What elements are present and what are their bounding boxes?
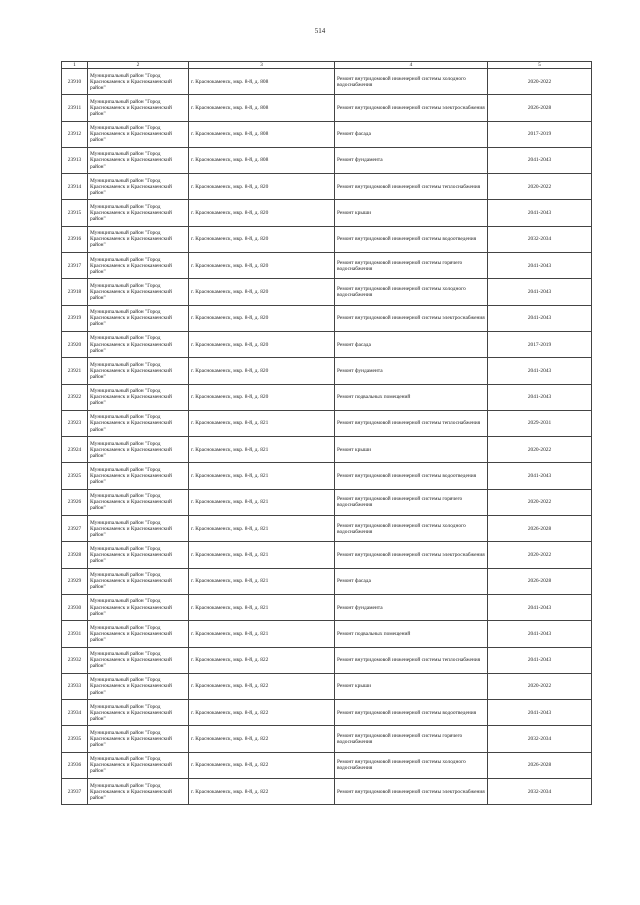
table-row	[62, 647, 592, 673]
period-cell: 2020-2022	[488, 542, 592, 568]
period-cell: 2041-2043	[488, 305, 592, 331]
municipality-cell: Муниципальный район "Город Краснокаменск и Краснокаменский район"	[88, 174, 189, 200]
period-cell: 2020-2022	[488, 489, 592, 515]
row-number-cell: 23910	[62, 69, 88, 95]
address-cell: г. Краснокаменск, мкр. 8-й, д. 820	[189, 279, 335, 305]
address-cell: г. Краснокаменск, мкр. 8-й, д. 820	[189, 174, 335, 200]
column-header: 5	[488, 62, 592, 69]
work-type-cell: Ремонт подвальных помещений	[335, 621, 488, 647]
table-row	[62, 726, 592, 752]
period-cell: 2041-2043	[488, 384, 592, 410]
row-number-cell: 23930	[62, 594, 88, 620]
work-type-cell: Ремонт внутридомовой инженерной системы горячего водоснабжения	[335, 726, 488, 752]
period-cell: 2020-2022	[488, 69, 592, 95]
row-number-cell: 23928	[62, 542, 88, 568]
address-cell: г. Краснокаменск, мкр. 8-й, д. 822	[189, 647, 335, 673]
work-type-cell: Ремонт внутридомовой инженерной системы электроснабжения	[335, 779, 488, 805]
municipality-cell: Муниципальный район "Город Краснокаменск и Краснокаменский район"	[88, 384, 189, 410]
period-cell: 2026-2028	[488, 516, 592, 542]
work-type-cell: Ремонт внутридомовой инженерной системы водоотведения	[335, 700, 488, 726]
municipality-cell: Муниципальный район "Город Краснокаменск и Краснокаменский район"	[88, 594, 189, 620]
table-row	[62, 516, 592, 542]
period-cell: 2041-2043	[488, 621, 592, 647]
row-number-cell: 23933	[62, 673, 88, 699]
work-type-cell: Ремонт крыши	[335, 437, 488, 463]
work-type-cell: Ремонт внутридомовой инженерной системы холодного водоснабжения	[335, 516, 488, 542]
address-cell: г. Краснокаменск, мкр. 8-й, д. 820	[189, 331, 335, 357]
row-number-cell: 23915	[62, 200, 88, 226]
row-number-cell: 23929	[62, 568, 88, 594]
municipality-cell: Муниципальный район "Город Краснокаменск и Краснокаменский район"	[88, 331, 189, 357]
work-type-cell: Ремонт фасада	[335, 331, 488, 357]
table-body	[62, 62, 592, 805]
period-cell: 2020-2022	[488, 673, 592, 699]
row-number-cell: 23935	[62, 726, 88, 752]
address-cell: г. Краснокаменск, мкр. 8-й, д. 822	[189, 700, 335, 726]
work-type-cell: Ремонт крыши	[335, 673, 488, 699]
municipality-cell: Муниципальный район "Город Краснокаменск и Краснокаменский район"	[88, 253, 189, 279]
address-cell: г. Краснокаменск, мкр. 8-й, д. 821	[189, 463, 335, 489]
column-header: 1	[62, 62, 88, 69]
municipality-cell: Муниципальный район "Город Краснокаменск и Краснокаменский район"	[88, 779, 189, 805]
municipality-cell: Муниципальный район "Город Краснокаменск и Краснокаменский район"	[88, 437, 189, 463]
period-cell: 2041-2043	[488, 200, 592, 226]
row-number-cell: 23924	[62, 437, 88, 463]
period-cell: 2026-2028	[488, 95, 592, 121]
work-type-cell: Ремонт внутридомовой инженерной системы холодного водоснабжения	[335, 752, 488, 778]
address-cell: г. Краснокаменск, мкр. 8-й, д. 821	[189, 410, 335, 436]
table-row	[62, 384, 592, 410]
work-type-cell: Ремонт внутридомовой инженерной системы горячего водоснабжения	[335, 253, 488, 279]
period-cell: 2020-2022	[488, 174, 592, 200]
period-cell: 2041-2043	[488, 463, 592, 489]
table-row	[62, 147, 592, 173]
row-number-cell: 23936	[62, 752, 88, 778]
table-row	[62, 410, 592, 436]
municipality-cell: Муниципальный район "Город Краснокаменск и Краснокаменский район"	[88, 95, 189, 121]
municipality-cell: Муниципальный район "Город Краснокаменск и Краснокаменский район"	[88, 147, 189, 173]
period-cell: 2026-2028	[488, 568, 592, 594]
address-cell: г. Краснокаменск, мкр. 8-й, д. 821	[189, 621, 335, 647]
row-number-cell: 23917	[62, 253, 88, 279]
row-number-cell: 23922	[62, 384, 88, 410]
table-row	[62, 437, 592, 463]
municipality-cell: Муниципальный район "Город Краснокаменск и Краснокаменский район"	[88, 542, 189, 568]
municipality-cell: Муниципальный район "Город Краснокаменск и Краснокаменский район"	[88, 673, 189, 699]
period-cell: 2032-2034	[488, 226, 592, 252]
municipality-cell: Муниципальный район "Город Краснокаменск и Краснокаменский район"	[88, 69, 189, 95]
work-type-cell: Ремонт внутридомовой инженерной системы горячего водоснабжения	[335, 489, 488, 515]
address-cell: г. Краснокаменск, мкр. 8-й, д. 808	[189, 147, 335, 173]
municipality-cell: Муниципальный район "Город Краснокаменск и Краснокаменский район"	[88, 700, 189, 726]
municipality-cell: Муниципальный район "Город Краснокаменск и Краснокаменский район"	[88, 489, 189, 515]
period-cell: 2041-2043	[488, 647, 592, 673]
table-row	[62, 542, 592, 568]
address-cell: г. Краснокаменск, мкр. 8-й, д. 820	[189, 200, 335, 226]
row-number-cell: 23913	[62, 147, 88, 173]
row-number-cell: 23911	[62, 95, 88, 121]
table-row	[62, 594, 592, 620]
municipality-cell: Муниципальный район "Город Краснокаменск и Краснокаменский район"	[88, 358, 189, 384]
column-header: 2	[88, 62, 189, 69]
municipality-cell: Муниципальный район "Город Краснокаменск и Краснокаменский район"	[88, 226, 189, 252]
municipality-cell: Муниципальный район "Город Краснокаменск и Краснокаменский район"	[88, 305, 189, 331]
work-type-cell: Ремонт внутридомовой инженерной системы водоотведения	[335, 463, 488, 489]
period-cell: 2029-2031	[488, 410, 592, 436]
period-cell: 2041-2043	[488, 253, 592, 279]
address-cell: г. Краснокаменск, мкр. 8-й, д. 822	[189, 726, 335, 752]
table-row	[62, 489, 592, 515]
work-type-cell: Ремонт фундамента	[335, 147, 488, 173]
municipality-cell: Муниципальный район "Город Краснокаменск и Краснокаменский район"	[88, 621, 189, 647]
column-header: 3	[189, 62, 335, 69]
work-type-cell: Ремонт внутридомовой инженерной системы теплоснабжения	[335, 174, 488, 200]
municipality-cell: Муниципальный район "Город Краснокаменск и Краснокаменский район"	[88, 279, 189, 305]
table-row	[62, 568, 592, 594]
municipality-cell: Муниципальный район "Город Краснокаменск и Краснокаменский район"	[88, 568, 189, 594]
table-row	[62, 358, 592, 384]
period-cell: 2026-2028	[488, 752, 592, 778]
work-type-cell: Ремонт фасада	[335, 568, 488, 594]
address-cell: г. Краснокаменск, мкр. 8-й, д. 821	[189, 437, 335, 463]
address-cell: г. Краснокаменск, мкр. 8-й, д. 820	[189, 384, 335, 410]
work-type-cell: Ремонт фундамента	[335, 594, 488, 620]
address-cell: г. Краснокаменск, мкр. 8-й, д. 820	[189, 226, 335, 252]
period-cell: 2041-2043	[488, 279, 592, 305]
table-row	[62, 779, 592, 805]
period-cell: 2041-2043	[488, 147, 592, 173]
work-type-cell: Ремонт фасада	[335, 121, 488, 147]
period-cell: 2020-2022	[488, 437, 592, 463]
municipality-cell: Муниципальный район "Город Краснокаменск и Краснокаменский район"	[88, 516, 189, 542]
row-number-cell: 23926	[62, 489, 88, 515]
work-type-cell: Ремонт внутридомовой инженерной системы электроснабжения	[335, 95, 488, 121]
row-number-cell: 23912	[62, 121, 88, 147]
table-row	[62, 331, 592, 357]
table-row	[62, 621, 592, 647]
row-number-cell: 23931	[62, 621, 88, 647]
row-number-cell: 23937	[62, 779, 88, 805]
address-cell: г. Краснокаменск, мкр. 8-й, д. 808	[189, 95, 335, 121]
work-type-cell: Ремонт фундамента	[335, 358, 488, 384]
work-type-cell: Ремонт внутридомовой инженерной системы водоотведения	[335, 226, 488, 252]
table-row	[62, 673, 592, 699]
table-row	[62, 253, 592, 279]
address-cell: г. Краснокаменск, мкр. 8-й, д. 821	[189, 542, 335, 568]
address-cell: г. Краснокаменск, мкр. 8-й, д. 822	[189, 752, 335, 778]
table-row	[62, 305, 592, 331]
period-cell: 2041-2043	[488, 700, 592, 726]
municipality-cell: Муниципальный район "Город Краснокаменск и Краснокаменский район"	[88, 410, 189, 436]
table-row	[62, 463, 592, 489]
table-row	[62, 226, 592, 252]
table-row	[62, 700, 592, 726]
row-number-cell: 23932	[62, 647, 88, 673]
work-type-cell: Ремонт внутридомовой инженерной системы холодного водоснабжения	[335, 279, 488, 305]
row-number-cell: 23920	[62, 331, 88, 357]
row-number-cell: 23914	[62, 174, 88, 200]
row-number-cell: 23918	[62, 279, 88, 305]
column-header: 4	[335, 62, 488, 69]
address-cell: г. Краснокаменск, мкр. 8-й, д. 820	[189, 358, 335, 384]
address-cell: г. Краснокаменск, мкр. 8-й, д. 821	[189, 568, 335, 594]
address-cell: г. Краснокаменск, мкр. 8-й, д. 820	[189, 305, 335, 331]
header-row	[62, 62, 592, 69]
table-row	[62, 121, 592, 147]
work-type-cell: Ремонт подвальных помещений	[335, 384, 488, 410]
work-type-cell: Ремонт крыши	[335, 200, 488, 226]
address-cell: г. Краснокаменск, мкр. 8-й, д. 822	[189, 673, 335, 699]
table-row	[62, 174, 592, 200]
address-cell: г. Краснокаменск, мкр. 8-й, д. 808	[189, 121, 335, 147]
municipality-cell: Муниципальный район "Город Краснокаменск и Краснокаменский район"	[88, 726, 189, 752]
address-cell: г. Краснокаменск, мкр. 8-й, д. 808	[189, 69, 335, 95]
work-type-cell: Ремонт внутридомовой инженерной системы теплоснабжения	[335, 410, 488, 436]
row-number-cell: 23919	[62, 305, 88, 331]
municipality-cell: Муниципальный район "Город Краснокаменск и Краснокаменский район"	[88, 752, 189, 778]
period-cell: 2041-2043	[488, 358, 592, 384]
repair-schedule-table	[61, 61, 592, 805]
work-type-cell: Ремонт внутридомовой инженерной системы холодного водоснабжения	[335, 69, 488, 95]
row-number-cell: 23923	[62, 410, 88, 436]
address-cell: г. Краснокаменск, мкр. 8-й, д. 821	[189, 594, 335, 620]
table-row	[62, 200, 592, 226]
municipality-cell: Муниципальный район "Город Краснокаменск и Краснокаменский район"	[88, 647, 189, 673]
period-cell: 2041-2043	[488, 594, 592, 620]
work-type-cell: Ремонт внутридомовой инженерной системы теплоснабжения	[335, 647, 488, 673]
address-cell: г. Краснокаменск, мкр. 8-й, д. 822	[189, 779, 335, 805]
period-cell: 2017-2019	[488, 121, 592, 147]
municipality-cell: Муниципальный район "Город Краснокаменск и Краснокаменский район"	[88, 200, 189, 226]
row-number-cell: 23916	[62, 226, 88, 252]
period-cell: 2032-2034	[488, 779, 592, 805]
table-row	[62, 752, 592, 778]
row-number-cell: 23927	[62, 516, 88, 542]
row-number-cell: 23934	[62, 700, 88, 726]
table-row	[62, 279, 592, 305]
address-cell: г. Краснокаменск, мкр. 8-й, д. 821	[189, 516, 335, 542]
municipality-cell: Муниципальный район "Город Краснокаменск и Краснокаменский район"	[88, 463, 189, 489]
row-number-cell: 23925	[62, 463, 88, 489]
page-number: 514	[314, 27, 326, 35]
work-type-cell: Ремонт внутридомовой инженерной системы электроснабжения	[335, 542, 488, 568]
work-type-cell: Ремонт внутридомовой инженерной системы электроснабжения	[335, 305, 488, 331]
table-row	[62, 69, 592, 95]
table-row	[62, 95, 592, 121]
municipality-cell: Муниципальный район "Город Краснокаменск и Краснокаменский район"	[88, 121, 189, 147]
row-number-cell: 23921	[62, 358, 88, 384]
address-cell: г. Краснокаменск, мкр. 8-й, д. 821	[189, 489, 335, 515]
period-cell: 2032-2034	[488, 726, 592, 752]
address-cell: г. Краснокаменск, мкр. 8-й, д. 820	[189, 253, 335, 279]
period-cell: 2017-2019	[488, 331, 592, 357]
